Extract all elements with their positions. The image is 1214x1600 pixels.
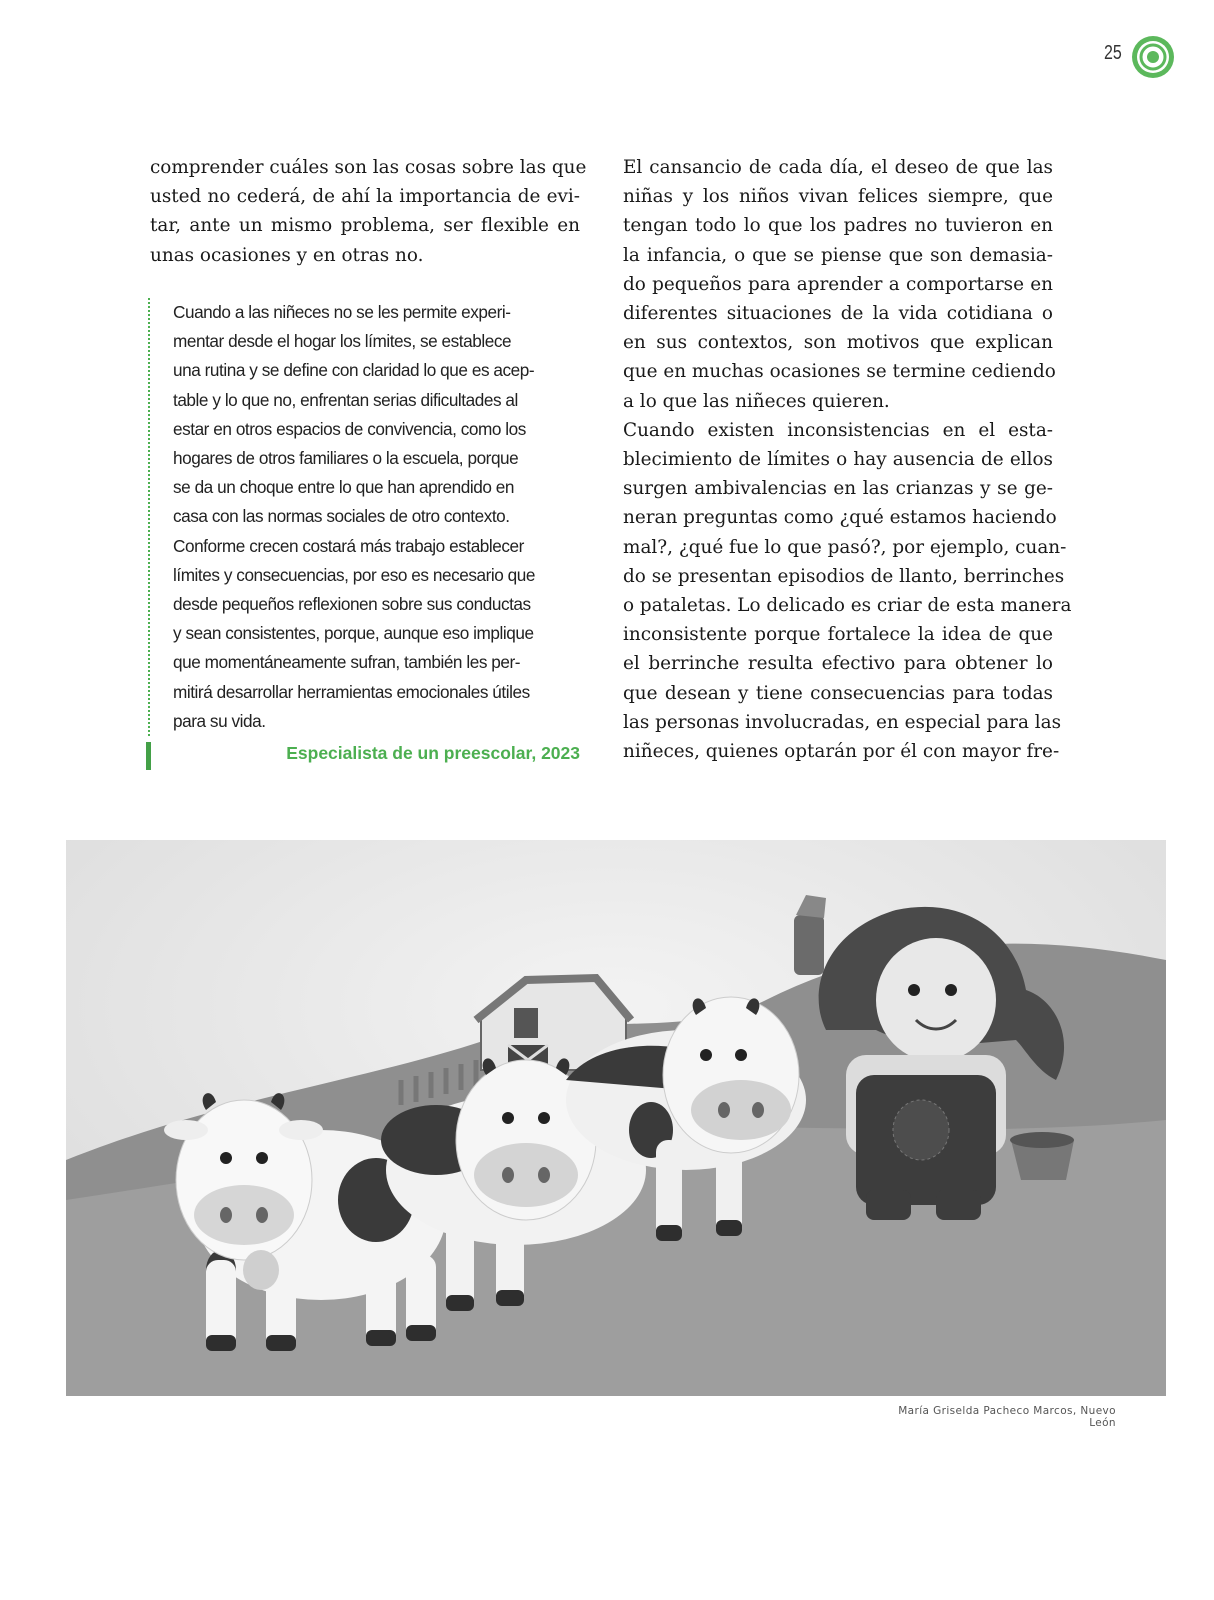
text-line: diferentes situaciones de la vida cotidiana o	[623, 303, 1053, 325]
text-line: Conforme crecen costará más trabajo establecer	[173, 535, 524, 556]
quote-source: Especialista de un preescolar, 2023	[286, 743, 580, 763]
text-line: para su vida.	[173, 710, 266, 731]
text-line: mentar desde el hogar los límites, se establece	[173, 331, 512, 352]
text-line: estar en otros espacios de convivencia, como los	[173, 418, 526, 439]
text-line: Cuando a las niñeces no se les permite experi-	[173, 302, 511, 322]
text-line: blecimiento de límites o hay ausencia de ellos	[623, 449, 1053, 471]
text-line: table y lo que no, enfrentan serias dificultades al	[173, 389, 518, 410]
text-line: El cansancio de cada día, el deseo de que las	[623, 157, 1053, 178]
text-line: en sus contextos, son motivos que explican	[623, 332, 1053, 354]
book-logo-icon	[1130, 34, 1176, 80]
right-column-paragraphs	[623, 153, 1072, 766]
text-line: niñas y los niños vivan felices siempre, que	[623, 186, 1053, 208]
testimonial-quote	[173, 298, 583, 736]
text-line: que en muchas ocasiones se termine cediendo	[623, 361, 1056, 383]
text-line: una rutina y se define con claridad lo que es acep-	[173, 360, 535, 381]
left-column-paragraph	[150, 153, 587, 270]
text-line: desde pequeños reflexionen sobre sus conductas	[173, 594, 531, 615]
text-line: mitirá desarrollar herramientas emocionales útiles	[173, 681, 530, 702]
text-line: Cuando existen inconsistencias en el esta-	[623, 419, 1053, 441]
text-line: unas ocasiones y en otras no.	[150, 244, 424, 266]
text-line: do pequeños para aprender a comportarse en	[623, 273, 1053, 295]
text-line: las personas involucradas, en especial para las	[623, 711, 1062, 733]
text-line: el berrinche resulta efectivo para obtener lo	[623, 653, 1053, 675]
text-line: niñeces, quienes optarán por él con mayor fre-	[623, 741, 1060, 763]
text-line: límites y consecuencias, por eso es necesario que	[173, 564, 536, 585]
text-line: se da un choque entre lo que han aprendido en	[173, 477, 514, 498]
quote-dotted-rule	[148, 298, 150, 736]
text-line: comprender cuáles son las cosas sobre las que	[150, 157, 587, 178]
text-line: do se presentan episodios de llanto, berrinches	[623, 565, 1065, 587]
text-line: o pataletas. Lo delicado es criar de esta manera	[623, 595, 1072, 617]
text-line: casa con las normas sociales de otro contexto.	[173, 506, 510, 527]
text-line: surgen ambivalencias en las crianzas y se ge-	[623, 478, 1053, 500]
text-line: tar, ante un mismo problema, ser flexible en	[150, 215, 580, 237]
illustration-credit: María Griselda Pacheco Marcos, Nuevo León	[898, 1405, 1116, 1429]
text-line: inconsistente porque fortalece la idea de que	[623, 624, 1053, 646]
quote-accent-bar	[146, 742, 151, 770]
text-line: a lo que las niñeces quieren.	[623, 390, 890, 412]
text-line: y sean consistentes, porque, aunque eso implique	[173, 623, 534, 644]
text-line: mal?, ¿qué fue lo que pasó?, por ejemplo, cuan-	[623, 536, 1067, 558]
farm-illustration	[66, 840, 1166, 1396]
text-line: que desean y tiene consecuencias para todas	[623, 682, 1053, 704]
text-line: neran preguntas como ¿qué estamos haciendo	[623, 507, 1057, 529]
text-line: tengan todo lo que los padres no tuvieron en	[623, 215, 1053, 237]
text-line: usted no cederá, de ahí la importancia de evi-	[150, 186, 580, 208]
text-line: que momentáneamente sufran, también les per-	[173, 652, 521, 673]
text-line: la infancia, o que se piense que son demasia-	[623, 244, 1053, 266]
text-line: hogares de otros familiares o la escuela, porque	[173, 448, 519, 469]
page-number: 25	[1104, 42, 1122, 64]
